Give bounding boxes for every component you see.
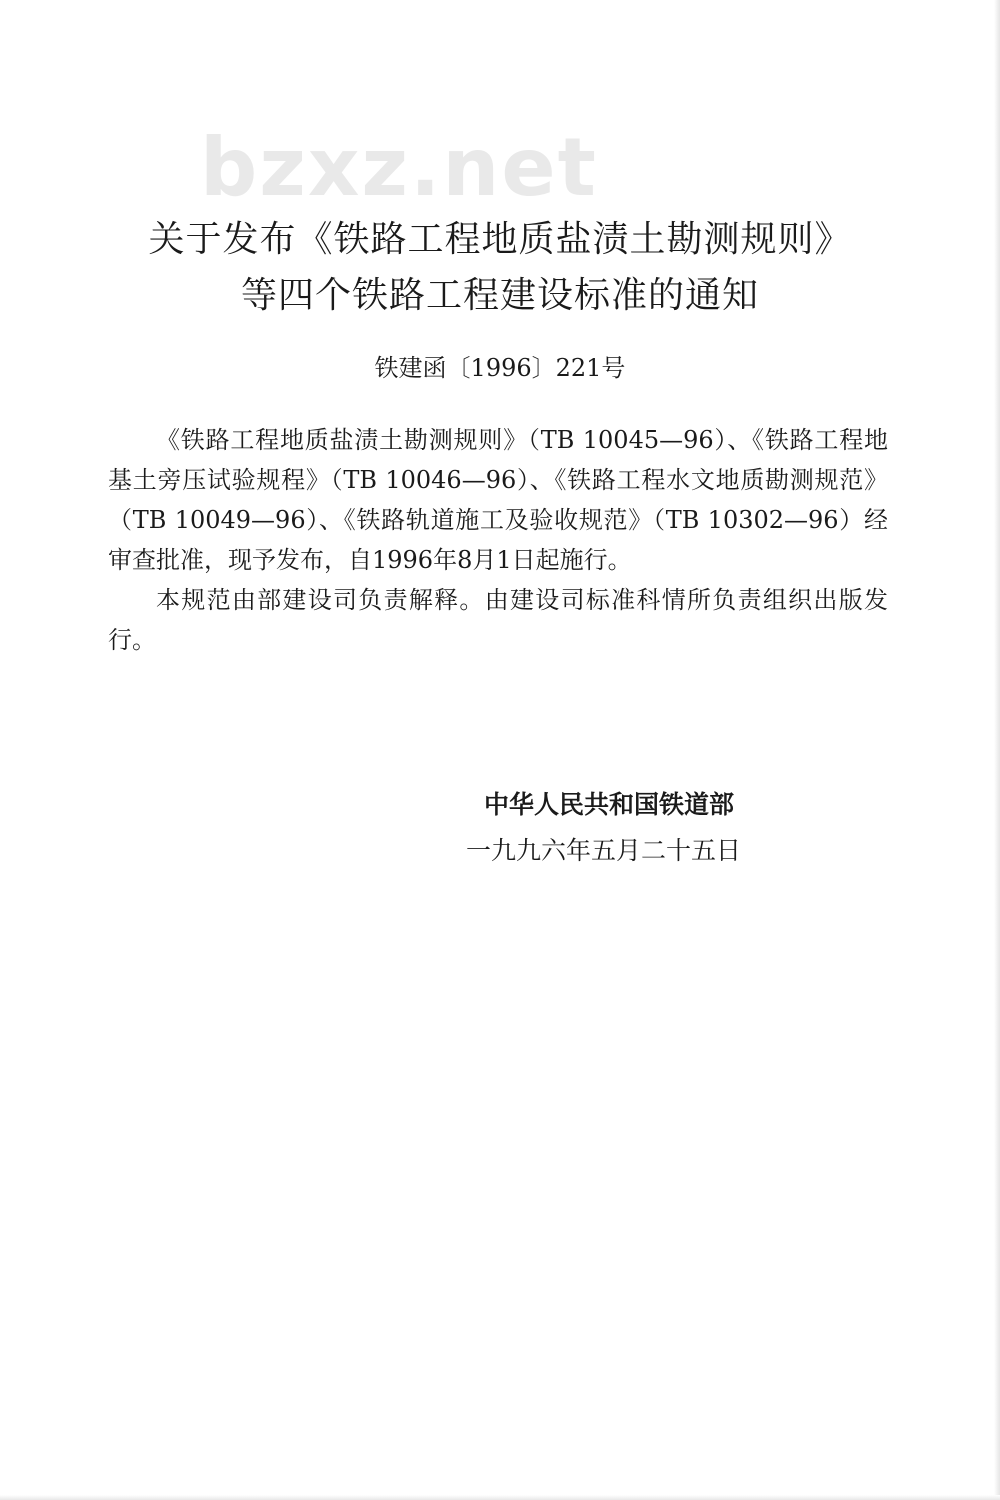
document-number: 铁建函〔1996〕221号: [374, 354, 626, 382]
watermark: bzxz.net: [200, 121, 598, 214]
issue-date: 一九九六年五月二十五日: [466, 836, 742, 865]
document-body: [108, 420, 888, 660]
body-paragraph-1: 《铁路工程地质盐渍土勘测规则》（TB 10045—96）、《铁路工程地基土旁压试验规程》（TB 10046—96）、《铁路工程水文地质勘测规范》（TB 10049—96）、《铁路轨道施工及验收规范》（TB 10302—96）经审查批准，现予发布，自1996年8月1日起施行。: [108, 426, 888, 574]
page-edge-shadow-right: [994, 0, 1000, 1500]
issuer-signature: 中华人民共和国铁道部: [484, 790, 735, 819]
body-paragraph-2: 本规范由部建设司负责解释。由建设司标准科情所负责组织出版发行。: [108, 586, 888, 654]
document-title-line-1: 关于发布《铁路工程地质盐渍土勘测规则》: [148, 219, 852, 260]
page-edge-shadow-bottom: [0, 1495, 1000, 1500]
document-title-line-2: 等四个铁路工程建设标准的通知: [240, 275, 759, 316]
